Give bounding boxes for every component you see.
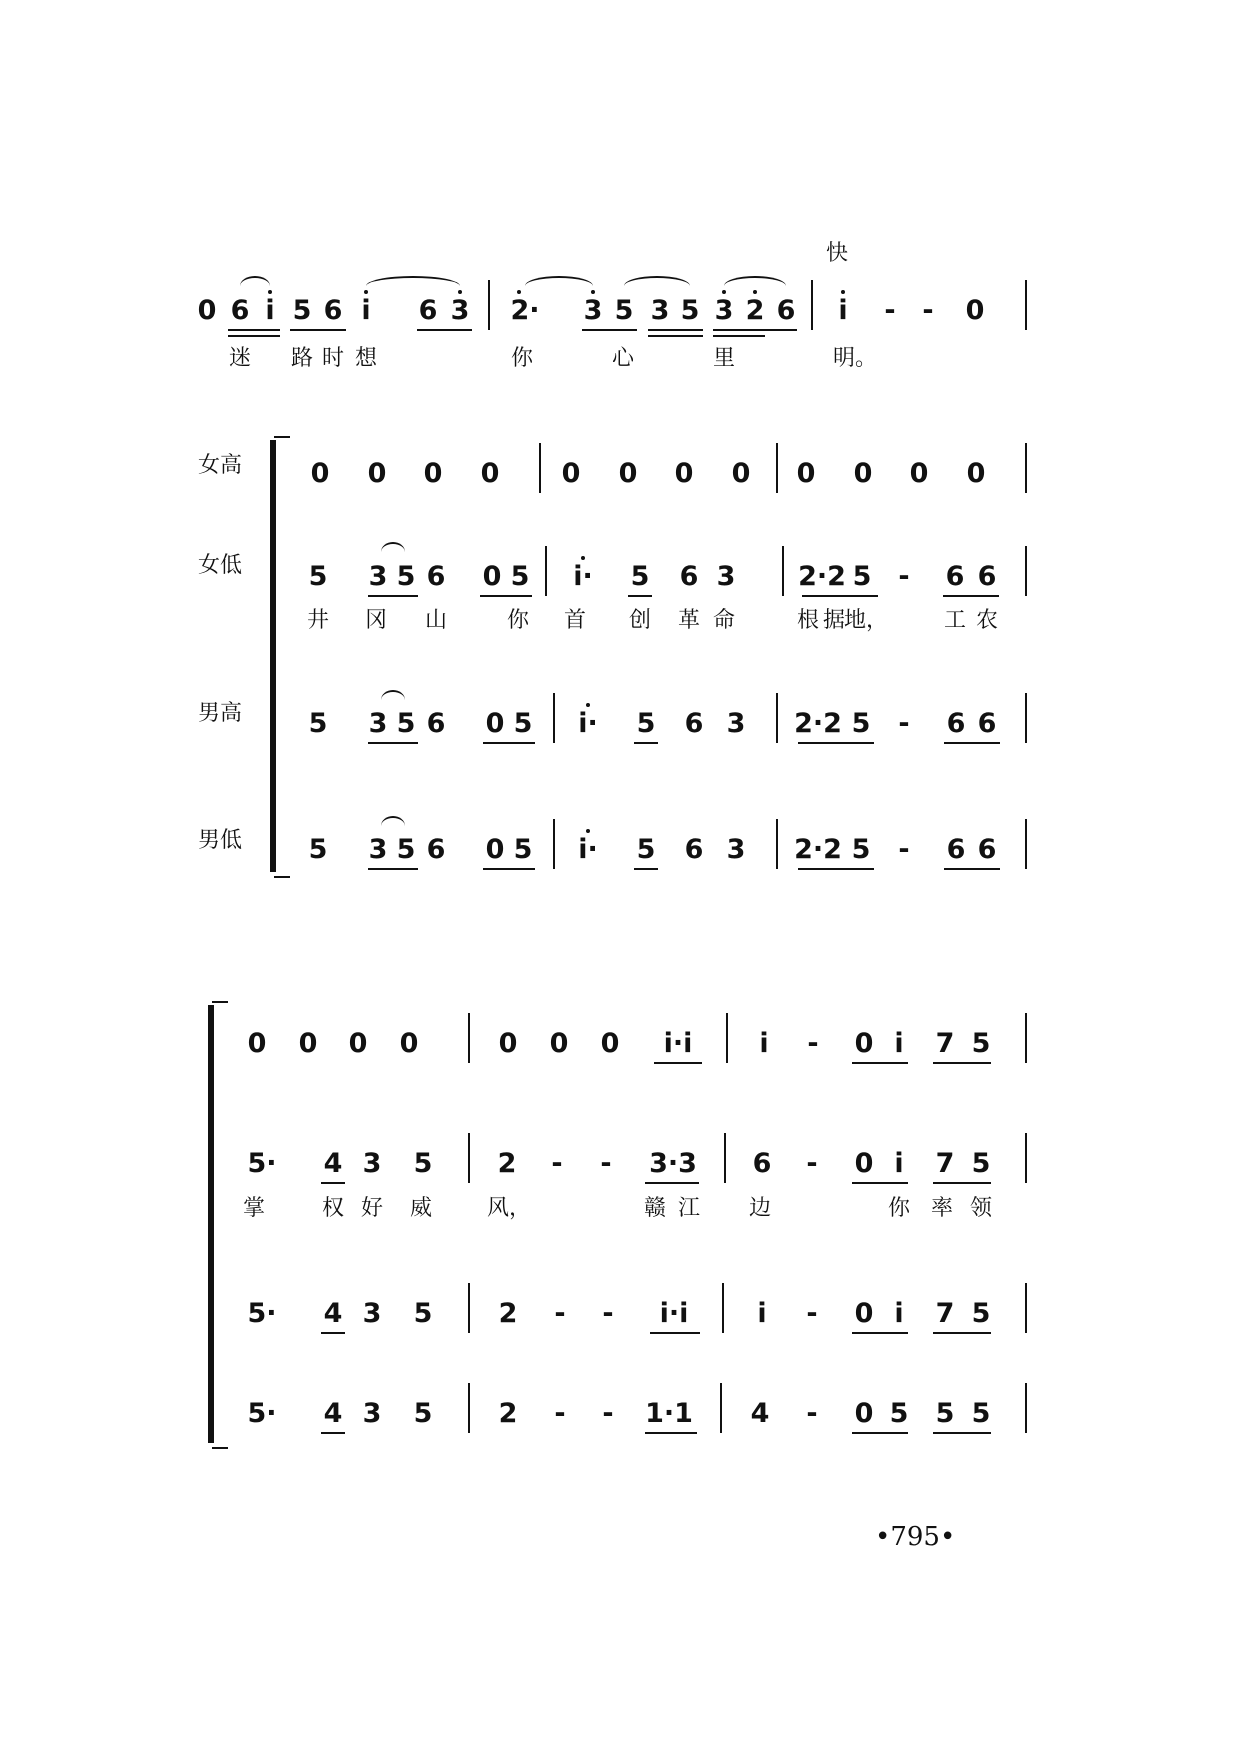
underline: [713, 329, 797, 331]
lyric: 时: [321, 346, 345, 371]
note: 3: [650, 295, 670, 326]
lyric: 根: [796, 608, 820, 633]
underline: [852, 1062, 908, 1064]
barline: [1025, 1133, 1027, 1183]
system-bracket: [270, 440, 276, 872]
underline: [933, 1332, 991, 1334]
note: -: [554, 1398, 566, 1429]
lyric: 迷: [228, 346, 252, 371]
underline: [645, 1432, 697, 1434]
underline: [480, 595, 532, 597]
note: 5: [630, 561, 650, 592]
lyric: 地，: [843, 608, 889, 633]
note: 6: [426, 708, 446, 739]
note: -: [898, 834, 910, 865]
tempo-mark: 快: [826, 241, 849, 266]
barline: [722, 1283, 724, 1333]
note: 6: [426, 834, 446, 865]
lyric: 江: [677, 1196, 701, 1221]
underline: [483, 868, 535, 870]
note: 6: [977, 561, 997, 592]
bracket-hook: [212, 1447, 228, 1449]
lyric: 赣: [643, 1196, 667, 1221]
note: 5: [636, 834, 656, 865]
barline: [553, 693, 555, 743]
note: 0: [966, 458, 986, 489]
note: 2·2: [794, 708, 842, 739]
underline: [648, 329, 703, 331]
note: 0: [618, 458, 638, 489]
note: i: [894, 1148, 904, 1179]
underline: [321, 1432, 345, 1434]
note: 4: [323, 1298, 343, 1329]
barline: [539, 443, 541, 493]
underline: [417, 329, 472, 331]
underline: [290, 329, 346, 331]
note: 0: [854, 1298, 874, 1329]
underline: [933, 1182, 991, 1184]
note: 5: [513, 708, 533, 739]
note: 0: [423, 458, 443, 489]
note: 6: [776, 295, 796, 326]
note: 5: [396, 834, 416, 865]
bracket-hook: [274, 436, 290, 438]
note: 5: [413, 1148, 433, 1179]
underline: [368, 742, 418, 744]
note: i·i: [663, 1028, 693, 1059]
note: 3: [726, 708, 746, 739]
lyric: 里: [712, 346, 736, 371]
note: 6: [323, 295, 343, 326]
part-label: 女高: [198, 453, 243, 478]
note: i·: [578, 708, 598, 739]
barline: [468, 1013, 470, 1063]
note: 7: [935, 1298, 955, 1329]
underline: [654, 1062, 702, 1064]
note: 6: [684, 834, 704, 865]
lyric: 威: [409, 1196, 433, 1221]
note: -: [806, 1398, 818, 1429]
barline: [1025, 1013, 1027, 1063]
underline: [802, 595, 878, 597]
octave-dot: [722, 290, 726, 294]
lyric: 你: [506, 608, 530, 633]
barline: [468, 1383, 470, 1433]
note: 4: [323, 1398, 343, 1429]
note: 0: [485, 834, 505, 865]
note: 2·2: [794, 834, 842, 865]
note: 3·3: [649, 1148, 697, 1179]
underline: [634, 868, 658, 870]
note: 6: [945, 561, 965, 592]
note: i·: [573, 561, 593, 592]
system-bracket: [208, 1005, 214, 1443]
underline: [648, 335, 703, 337]
lyric: 井: [306, 608, 330, 633]
octave-dot: [753, 290, 757, 294]
octave-dot: [458, 290, 462, 294]
underline: [852, 1432, 908, 1434]
underline: [798, 742, 874, 744]
underline: [944, 742, 1000, 744]
page-number: •795•: [875, 1522, 956, 1552]
part-label: 男低: [198, 828, 243, 853]
note: 5: [889, 1398, 909, 1429]
slur: [624, 276, 690, 286]
note: 6: [752, 1148, 772, 1179]
bracket-hook: [274, 876, 290, 878]
barline: [1025, 819, 1027, 869]
lyric: 农: [975, 608, 999, 633]
lyric: 掌: [242, 1196, 266, 1221]
octave-dot: [581, 556, 585, 560]
barline: [468, 1133, 470, 1183]
note: 2: [498, 1298, 518, 1329]
lyric: 好: [360, 1196, 384, 1221]
note: 6: [946, 834, 966, 865]
note: i·i: [659, 1298, 689, 1329]
note: i: [265, 295, 275, 326]
note: i: [838, 295, 848, 326]
note: -: [600, 1148, 612, 1179]
barline: [1025, 1283, 1027, 1333]
lyric: 创: [628, 608, 652, 633]
lyric: 革: [677, 608, 701, 633]
underline: [582, 329, 637, 331]
note: 0: [348, 1028, 368, 1059]
underline: [852, 1332, 908, 1334]
note: 5·: [247, 1148, 277, 1179]
note: -: [898, 561, 910, 592]
note: 3: [362, 1398, 382, 1429]
barline: [720, 1383, 722, 1433]
part-label: 女低: [198, 553, 243, 578]
note: 1·1: [645, 1398, 693, 1429]
note: 0: [482, 561, 502, 592]
note: -: [922, 295, 934, 326]
underline: [798, 868, 874, 870]
slur: [525, 276, 593, 286]
note: 3: [362, 1148, 382, 1179]
note: i: [361, 295, 371, 326]
note: 2·2: [798, 561, 846, 592]
underline: [645, 1182, 699, 1184]
barline: [468, 1283, 470, 1333]
note: 3: [583, 295, 603, 326]
note: 0: [731, 458, 751, 489]
note: 2·: [510, 295, 540, 326]
underline: [368, 595, 418, 597]
note: 0: [854, 1148, 874, 1179]
note: 5: [396, 561, 416, 592]
note: 6: [679, 561, 699, 592]
lyric: 山: [424, 608, 448, 633]
note: -: [884, 295, 896, 326]
note: -: [806, 1298, 818, 1329]
note: 0: [399, 1028, 419, 1059]
octave-dot: [591, 290, 595, 294]
note: 2: [745, 295, 765, 326]
underline: [713, 335, 765, 337]
note: 5: [680, 295, 700, 326]
lyric: 据: [822, 608, 846, 633]
note: -: [602, 1398, 614, 1429]
barline: [1025, 443, 1027, 493]
barline: [726, 1013, 728, 1063]
note: 5: [935, 1398, 955, 1429]
lyric: 工: [943, 608, 967, 633]
note: -: [898, 708, 910, 739]
note: 5: [614, 295, 634, 326]
underline: [321, 1182, 345, 1184]
underline: [852, 1182, 908, 1184]
note: 3: [450, 295, 470, 326]
note: 5·: [247, 1298, 277, 1329]
slur: [724, 276, 786, 286]
lyric: 命: [712, 608, 736, 633]
note: 7: [935, 1028, 955, 1059]
note: i: [757, 1298, 767, 1329]
note: 5: [971, 1028, 991, 1059]
note: 0: [854, 1028, 874, 1059]
underline: [944, 868, 1000, 870]
note: 0: [674, 458, 694, 489]
underline: [228, 329, 280, 331]
underline: [650, 1332, 700, 1334]
note: 2: [497, 1148, 517, 1179]
note: 5: [413, 1398, 433, 1429]
note: 0: [549, 1028, 569, 1059]
note: 0: [298, 1028, 318, 1059]
note: 3: [726, 834, 746, 865]
note: 5: [413, 1298, 433, 1329]
slur: [381, 542, 405, 552]
note: 5: [292, 295, 312, 326]
lyric: 想: [354, 346, 378, 371]
note: 4: [323, 1148, 343, 1179]
lyric: 权: [321, 1196, 345, 1221]
note: 7: [935, 1148, 955, 1179]
barline: [782, 546, 784, 596]
slur: [366, 276, 460, 286]
lyric: 你: [510, 346, 534, 371]
note: 0: [965, 295, 985, 326]
note: -: [602, 1298, 614, 1329]
bracket-hook: [212, 1001, 228, 1003]
note: 0: [247, 1028, 267, 1059]
lyric: 首: [563, 608, 587, 633]
note: 5: [510, 561, 530, 592]
note: 6: [684, 708, 704, 739]
note: 3: [362, 1298, 382, 1329]
lyric: 你: [887, 1196, 911, 1221]
note: 3: [368, 708, 388, 739]
underline: [634, 742, 658, 744]
barline: [1025, 546, 1027, 596]
barline: [488, 280, 490, 330]
note: 6: [426, 561, 446, 592]
note: 5·: [247, 1398, 277, 1429]
note: 5: [636, 708, 656, 739]
octave-dot: [364, 290, 368, 294]
note: -: [806, 1148, 818, 1179]
note: 0: [197, 295, 217, 326]
note: 0: [854, 1398, 874, 1429]
note: 6: [977, 834, 997, 865]
part-label: 男高: [198, 701, 243, 726]
underline: [933, 1432, 991, 1434]
underline: [368, 868, 418, 870]
note: 0: [909, 458, 929, 489]
note: 5: [308, 561, 328, 592]
note: 5: [308, 834, 328, 865]
slur: [381, 816, 405, 826]
underline: [943, 595, 999, 597]
note: 2: [498, 1398, 518, 1429]
lyric: 心: [611, 346, 635, 371]
lyric: 边: [748, 1196, 772, 1221]
barline: [811, 280, 813, 330]
note: 0: [310, 458, 330, 489]
underline: [628, 595, 652, 597]
octave-dot: [586, 829, 590, 833]
note: 0: [367, 458, 387, 489]
lyric: 风，: [486, 1196, 532, 1221]
note: 0: [498, 1028, 518, 1059]
barline: [776, 819, 778, 869]
note: 5: [971, 1398, 991, 1429]
note: 6: [418, 295, 438, 326]
note: 0: [796, 458, 816, 489]
barline: [545, 546, 547, 596]
note: 3: [368, 834, 388, 865]
note: i·: [578, 834, 598, 865]
note: -: [554, 1298, 566, 1329]
barline: [776, 693, 778, 743]
octave-dot: [841, 290, 845, 294]
note: 3: [714, 295, 734, 326]
barline: [724, 1133, 726, 1183]
note: i: [894, 1028, 904, 1059]
note: i: [894, 1298, 904, 1329]
note: 3: [368, 561, 388, 592]
barline: [553, 819, 555, 869]
note: 3: [716, 561, 736, 592]
note: i: [759, 1028, 769, 1059]
lyric: 率: [930, 1196, 954, 1221]
note: 5: [396, 708, 416, 739]
octave-dot: [268, 290, 272, 294]
underline: [483, 742, 535, 744]
barline: [776, 443, 778, 493]
lyric: 领: [969, 1196, 993, 1221]
note: 6: [230, 295, 250, 326]
barline: [1025, 693, 1027, 743]
barline: [1025, 280, 1027, 330]
slur: [381, 690, 405, 700]
note: -: [807, 1028, 819, 1059]
note: 6: [977, 708, 997, 739]
underline: [933, 1062, 991, 1064]
note: 0: [853, 458, 873, 489]
note: 5: [851, 834, 871, 865]
slur: [240, 276, 270, 286]
note: 0: [485, 708, 505, 739]
barline: [1025, 1383, 1027, 1433]
lyric: 冈: [364, 608, 388, 633]
note: 5: [852, 561, 872, 592]
octave-dot: [517, 290, 521, 294]
note: 5: [851, 708, 871, 739]
underline: [228, 335, 280, 337]
lyric: 明。: [832, 346, 878, 371]
note: -: [551, 1148, 563, 1179]
lyric: 路: [290, 346, 314, 371]
note: 5: [513, 834, 533, 865]
note: 0: [480, 458, 500, 489]
note: 0: [600, 1028, 620, 1059]
underline: [321, 1332, 345, 1334]
note: 0: [561, 458, 581, 489]
note: 5: [971, 1148, 991, 1179]
note: 5: [308, 708, 328, 739]
octave-dot: [586, 703, 590, 707]
note: 4: [750, 1398, 770, 1429]
note: 6: [946, 708, 966, 739]
note: 5: [971, 1298, 991, 1329]
